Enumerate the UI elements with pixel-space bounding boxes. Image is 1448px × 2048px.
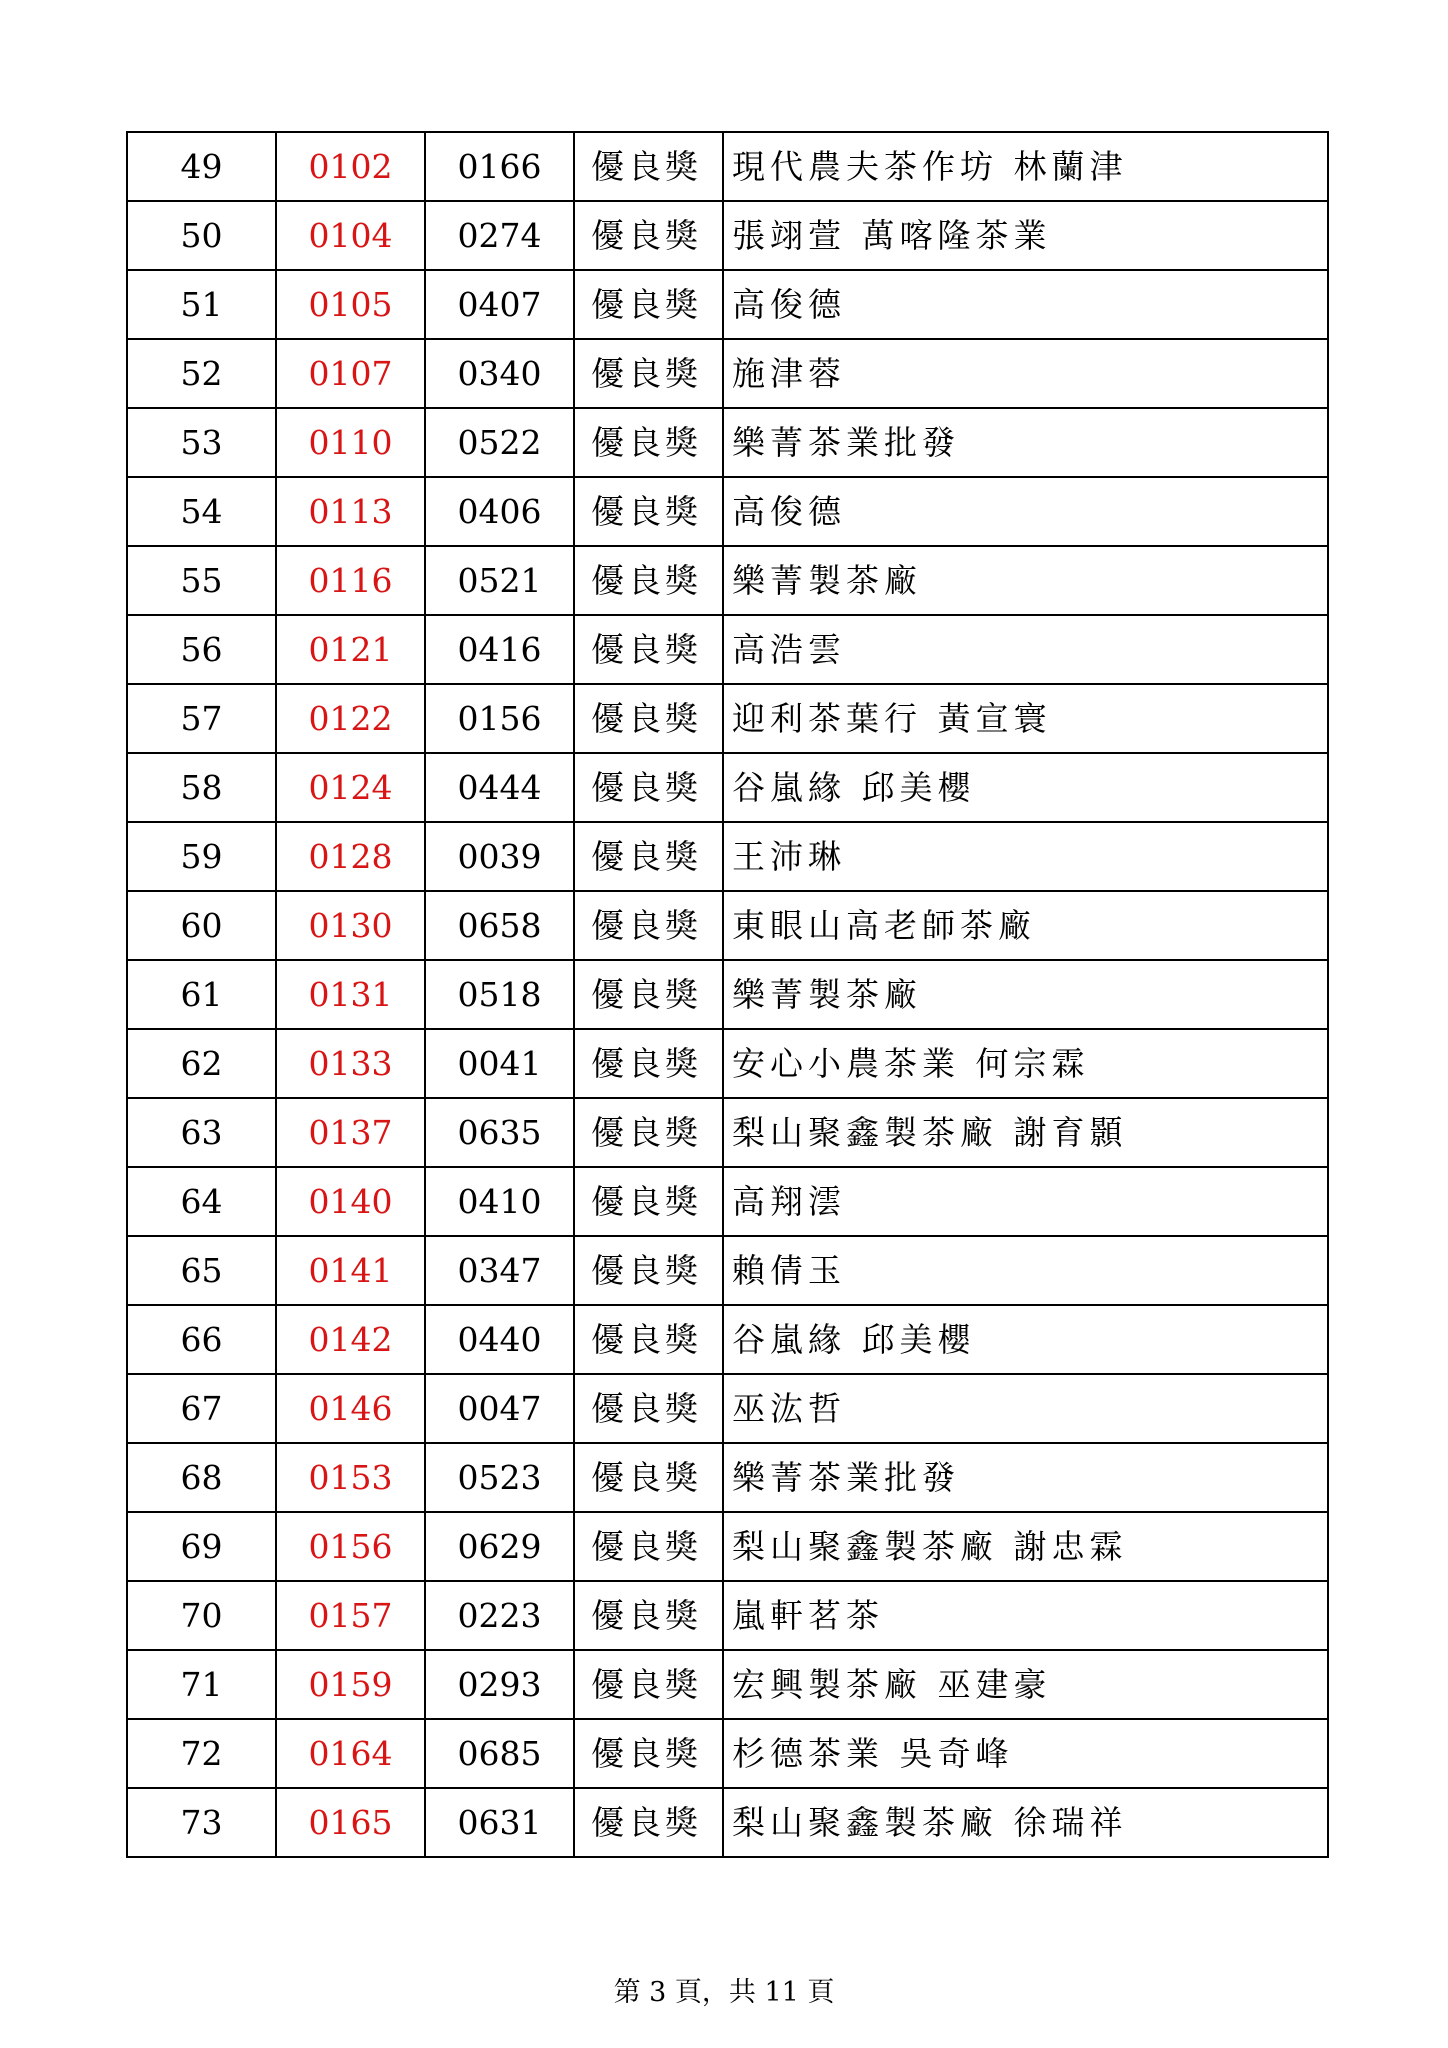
results-table-body — [127, 132, 1328, 1857]
entry-number-cell: 0102 — [276, 132, 425, 201]
table-row — [127, 1305, 1328, 1374]
award-cell: 優良獎 — [574, 960, 723, 1029]
table-row — [127, 546, 1328, 615]
winner-name-cell: 嵐軒茗茶 — [723, 1581, 1328, 1650]
table-row — [127, 822, 1328, 891]
award-cell: 優良獎 — [574, 546, 723, 615]
entry-number-cell: 0121 — [276, 615, 425, 684]
sample-code-cell: 0522 — [425, 408, 574, 477]
winner-name-cell: 杉德茶業 吳奇峰 — [723, 1719, 1328, 1788]
sample-code-cell: 0407 — [425, 270, 574, 339]
table-row — [127, 960, 1328, 1029]
award-cell: 優良獎 — [574, 1374, 723, 1443]
sample-code-cell: 0410 — [425, 1167, 574, 1236]
sample-code-cell: 0444 — [425, 753, 574, 822]
winner-name-cell: 賴倩玉 — [723, 1236, 1328, 1305]
entry-number-cell: 0122 — [276, 684, 425, 753]
sample-code-cell: 0156 — [425, 684, 574, 753]
table-row — [127, 684, 1328, 753]
winner-name-cell: 梨山聚鑫製茶廠 謝忠霖 — [723, 1512, 1328, 1581]
sample-code-cell: 0223 — [425, 1581, 574, 1650]
results-table — [126, 131, 1329, 1858]
rank-cell: 61 — [127, 960, 276, 1029]
winner-name-cell: 東眼山高老師茶廠 — [723, 891, 1328, 960]
winner-name-cell: 施津蓉 — [723, 339, 1328, 408]
entry-number-cell: 0159 — [276, 1650, 425, 1719]
winner-name-cell: 谷嵐緣 邱美櫻 — [723, 753, 1328, 822]
award-cell: 優良獎 — [574, 684, 723, 753]
table-row — [127, 753, 1328, 822]
table-row — [127, 339, 1328, 408]
rank-cell: 54 — [127, 477, 276, 546]
table-row — [127, 1512, 1328, 1581]
winner-name-cell: 梨山聚鑫製茶廠 徐瑞祥 — [723, 1788, 1328, 1857]
table-row — [127, 201, 1328, 270]
rank-cell: 73 — [127, 1788, 276, 1857]
sample-code-cell: 0416 — [425, 615, 574, 684]
rank-cell: 64 — [127, 1167, 276, 1236]
table-row — [127, 408, 1328, 477]
winner-name-cell: 梨山聚鑫製茶廠 謝育顥 — [723, 1098, 1328, 1167]
award-cell: 優良獎 — [574, 1098, 723, 1167]
sample-code-cell: 0629 — [425, 1512, 574, 1581]
table-row — [127, 1374, 1328, 1443]
rank-cell: 55 — [127, 546, 276, 615]
rank-cell: 69 — [127, 1512, 276, 1581]
award-cell: 優良獎 — [574, 1305, 723, 1374]
award-cell: 優良獎 — [574, 822, 723, 891]
winner-name-cell: 安心小農茶業 何宗霖 — [723, 1029, 1328, 1098]
sample-code-cell: 0274 — [425, 201, 574, 270]
table-row — [127, 891, 1328, 960]
rank-cell: 68 — [127, 1443, 276, 1512]
sample-code-cell: 0293 — [425, 1650, 574, 1719]
winner-name-cell: 高俊德 — [723, 477, 1328, 546]
sample-code-cell: 0521 — [425, 546, 574, 615]
rank-cell: 51 — [127, 270, 276, 339]
rank-cell: 62 — [127, 1029, 276, 1098]
award-cell: 優良獎 — [574, 1719, 723, 1788]
sample-code-cell: 0340 — [425, 339, 574, 408]
table-row — [127, 1236, 1328, 1305]
entry-number-cell: 0137 — [276, 1098, 425, 1167]
award-cell: 優良獎 — [574, 753, 723, 822]
winner-name-cell: 高俊德 — [723, 270, 1328, 339]
winner-name-cell: 宏興製茶廠 巫建豪 — [723, 1650, 1328, 1719]
winner-name-cell: 樂菁製茶廠 — [723, 546, 1328, 615]
entry-number-cell: 0141 — [276, 1236, 425, 1305]
entry-number-cell: 0164 — [276, 1719, 425, 1788]
winner-name-cell: 樂菁茶業批發 — [723, 408, 1328, 477]
table-row — [127, 1788, 1328, 1857]
award-cell: 優良獎 — [574, 270, 723, 339]
award-cell: 優良獎 — [574, 477, 723, 546]
table-row — [127, 1167, 1328, 1236]
sample-code-cell: 0523 — [425, 1443, 574, 1512]
table-row — [127, 1029, 1328, 1098]
sample-code-cell: 0685 — [425, 1719, 574, 1788]
winner-name-cell: 現代農夫茶作坊 林蘭津 — [723, 132, 1328, 201]
entry-number-cell: 0146 — [276, 1374, 425, 1443]
award-cell: 優良獎 — [574, 1236, 723, 1305]
table-row — [127, 477, 1328, 546]
sample-code-cell: 0041 — [425, 1029, 574, 1098]
winner-name-cell: 張翊萱 萬喀隆茶業 — [723, 201, 1328, 270]
entry-number-cell: 0110 — [276, 408, 425, 477]
winner-name-cell: 巫汯哲 — [723, 1374, 1328, 1443]
winner-name-cell: 谷嵐緣 邱美櫻 — [723, 1305, 1328, 1374]
winner-name-cell: 樂菁製茶廠 — [723, 960, 1328, 1029]
sample-code-cell: 0039 — [425, 822, 574, 891]
award-cell: 優良獎 — [574, 1581, 723, 1650]
sample-code-cell: 0631 — [425, 1788, 574, 1857]
entry-number-cell: 0124 — [276, 753, 425, 822]
award-cell: 優良獎 — [574, 615, 723, 684]
entry-number-cell: 0153 — [276, 1443, 425, 1512]
table-row — [127, 615, 1328, 684]
rank-cell: 59 — [127, 822, 276, 891]
entry-number-cell: 0133 — [276, 1029, 425, 1098]
entry-number-cell: 0156 — [276, 1512, 425, 1581]
award-cell: 優良獎 — [574, 339, 723, 408]
entry-number-cell: 0142 — [276, 1305, 425, 1374]
sample-code-cell: 0166 — [425, 132, 574, 201]
winner-name-cell: 迎利茶葉行 黃宣寰 — [723, 684, 1328, 753]
table-row — [127, 1098, 1328, 1167]
award-cell: 優良獎 — [574, 1512, 723, 1581]
table-row — [127, 1719, 1328, 1788]
entry-number-cell: 0165 — [276, 1788, 425, 1857]
rank-cell: 66 — [127, 1305, 276, 1374]
table-row — [127, 132, 1328, 201]
entry-number-cell: 0104 — [276, 201, 425, 270]
award-cell: 優良獎 — [574, 132, 723, 201]
rank-cell: 67 — [127, 1374, 276, 1443]
rank-cell: 53 — [127, 408, 276, 477]
sample-code-cell: 0635 — [425, 1098, 574, 1167]
entry-number-cell: 0113 — [276, 477, 425, 546]
entry-number-cell: 0128 — [276, 822, 425, 891]
sample-code-cell: 0047 — [425, 1374, 574, 1443]
rank-cell: 71 — [127, 1650, 276, 1719]
entry-number-cell: 0140 — [276, 1167, 425, 1236]
sample-code-cell: 0518 — [425, 960, 574, 1029]
sample-code-cell: 0347 — [425, 1236, 574, 1305]
award-cell: 優良獎 — [574, 1788, 723, 1857]
rank-cell: 60 — [127, 891, 276, 960]
award-cell: 優良獎 — [574, 408, 723, 477]
rank-cell: 63 — [127, 1098, 276, 1167]
winner-name-cell: 高翔澐 — [723, 1167, 1328, 1236]
rank-cell: 56 — [127, 615, 276, 684]
award-cell: 優良獎 — [574, 201, 723, 270]
sample-code-cell: 0658 — [425, 891, 574, 960]
table-row — [127, 1581, 1328, 1650]
rank-cell: 57 — [127, 684, 276, 753]
entry-number-cell: 0131 — [276, 960, 425, 1029]
rank-cell: 65 — [127, 1236, 276, 1305]
entry-number-cell: 0130 — [276, 891, 425, 960]
entry-number-cell: 0107 — [276, 339, 425, 408]
award-cell: 優良獎 — [574, 891, 723, 960]
entry-number-cell: 0116 — [276, 546, 425, 615]
entry-number-cell: 0105 — [276, 270, 425, 339]
award-cell: 優良獎 — [574, 1167, 723, 1236]
table-row — [127, 270, 1328, 339]
sample-code-cell: 0406 — [425, 477, 574, 546]
rank-cell: 49 — [127, 132, 276, 201]
table-row — [127, 1443, 1328, 1512]
winner-name-cell: 樂菁茶業批發 — [723, 1443, 1328, 1512]
table-row — [127, 1650, 1328, 1719]
winner-name-cell: 高浩雲 — [723, 615, 1328, 684]
award-cell: 優良獎 — [574, 1029, 723, 1098]
award-cell: 優良獎 — [574, 1650, 723, 1719]
winner-name-cell: 王沛琳 — [723, 822, 1328, 891]
sample-code-cell: 0440 — [425, 1305, 574, 1374]
page-number-footer: 第 3 頁，共 11 頁 — [613, 1977, 835, 2008]
entry-number-cell: 0157 — [276, 1581, 425, 1650]
rank-cell: 72 — [127, 1719, 276, 1788]
rank-cell: 52 — [127, 339, 276, 408]
award-cell: 優良獎 — [574, 1443, 723, 1512]
rank-cell: 58 — [127, 753, 276, 822]
rank-cell: 70 — [127, 1581, 276, 1650]
rank-cell: 50 — [127, 201, 276, 270]
